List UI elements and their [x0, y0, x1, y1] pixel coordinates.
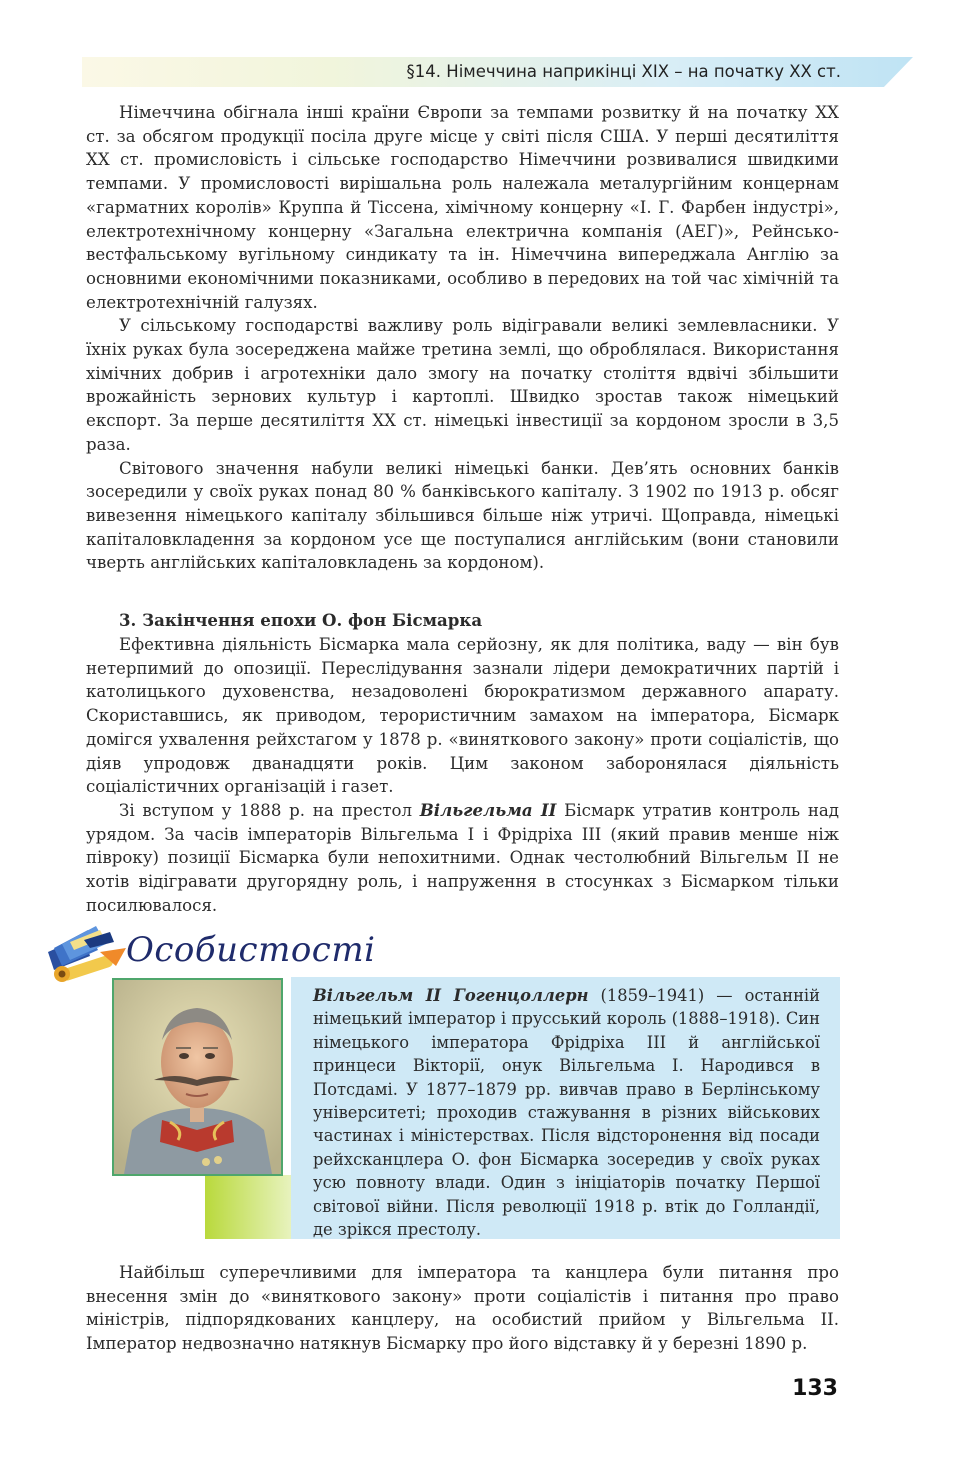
closing-text — [86, 1261, 839, 1356]
paragraph-part: Зі вступом у 1888 р. на престол — [119, 800, 420, 820]
paragraph: Німеччина обігнала інші країни Європи за темпами розвитку й на початку XX ст. за обсягом продукції посіла друге місце у світі після США. У перші десятиліття XX ст. промисловість і сільське господарство Німеччини розвивалися швидкими темпами. У промисловості вирішальна роль належала металургійним концернам «гарматних королів» Круппа й Тіссена, хімічному концерну «І. Г. Фарбен індустрі», електротехнічному концерну «Загальна електрична компанія (АЕГ)», Рейнсько-вестфальському вугільному синдикату та ін. Німеччина випереджала Англію за основними економічними показниками, особливо в передових на той час хімічній та електротехнічній галузях. — [86, 103, 839, 312]
paragraph: Найбільш суперечливими для імператора та канцлера були питання про внесення змін до «виняткового закону» проти соціалістів і питання про право міністрів, підпорядкованих канцлеру, на особистий прийом у Вільгельма II. Імператор недвозначно натякнув Бісмарку про його відставку й у березні 1890 р. — [86, 1263, 839, 1354]
paragraph: У сільському господарстві важливу роль відігравали великі землевласники. У їхніх руках була зосереджена майже третина землі, що оброблялася. Використання хімічних добрив і агротехніки дало змогу на початку століття вдвічі збільшити врожайність зернових культур і картоплі. Швидко зростав також німецький експорт. За перше десятиліття XX ст. німецькі інвестиції за кордоном зросли в 3,5 раза. — [86, 316, 839, 454]
paragraph: Ефективна діяльність Бісмарка мала серйозну, як для політика, ваду — він був нетерпимий до опозиції. Переслідування зазнали лідери демократичних партій і католицького духовенства, незадоволені бюрократизмом державного апарату. Скориставшись, як приводом, терористичним замахом на імператора, Бісмарк домігся ухвалення рейхстагом у 1878 р. «виняткового закону» проти соціалістів, що діяв упродовж дванадцяти років. Цим законом заборонялася діяльність соціалістичних організацій і газет. — [86, 635, 839, 797]
paragraph — [86, 799, 839, 918]
books-scroll-icon — [40, 922, 132, 986]
biography-body: (1859–1941) — останній німецький імператор і прусський король (1888–1918). Син німецького імператора Фрідріха III й англійської принцеси Вікторії, онук Вільгельма I. Народився в Потсдамі. У 1877–1879 рр. вивчав право в Берлінському університеті; проходив стажування в різних військових частинах і міністерствах. Після відсторонення від посади рейхсканцлера О. фон Бісмарка зосередив у своїх руках усю повноту влади. Один з ініціаторів початку Першої світової війни. Після революції 1918 р. втік до Голландії, де зрікся престолу. — [313, 986, 820, 1240]
section-3-text — [86, 633, 839, 917]
accent-bar — [205, 1175, 292, 1239]
wilhelm-ii-portrait — [114, 980, 281, 1174]
biography-name: Вільгельм II Гогенцоллерн — [313, 986, 589, 1005]
page-number: 133 — [792, 1376, 838, 1401]
paragraph: Світового значення набули великі німецькі банки. Дев’ять основних банків зосередили у своїх руках понад 80 % банківського капіталу. З 1902 по 1913 р. обсяг вивезення німецького капіталу збільшився більше ніж утричі. Щоправда, німецькі капіталовкладення за кордоном усе ще поступалися англійським (вони становили чверть англійських капіталовкладень за кордоном). — [86, 458, 839, 573]
biography-text — [313, 984, 820, 1241]
paragraph-part: Бісмарк утратив контроль над урядом. За часів імператорів Вільгельма I і Фрідріха III (який правив менше ніж півроку) позиції Бісмарка були непохитними. Однак честолюбний Вільгельм II не хотів відігравати другорядну роль, і напруження в стосунках з Бісмарком тільки посилювалося. — [86, 800, 839, 915]
portrait-image — [112, 978, 283, 1176]
running-header: §14. Німеччина наприкінці XIX – на початку XX ст. — [406, 62, 841, 81]
section-1-text — [86, 101, 839, 575]
section-heading: 3. Закінчення епохи О. фон Бісмарка — [119, 610, 483, 630]
personalities-title: Особистості — [126, 930, 376, 970]
emperor-name: Вільгельма II — [419, 799, 557, 820]
